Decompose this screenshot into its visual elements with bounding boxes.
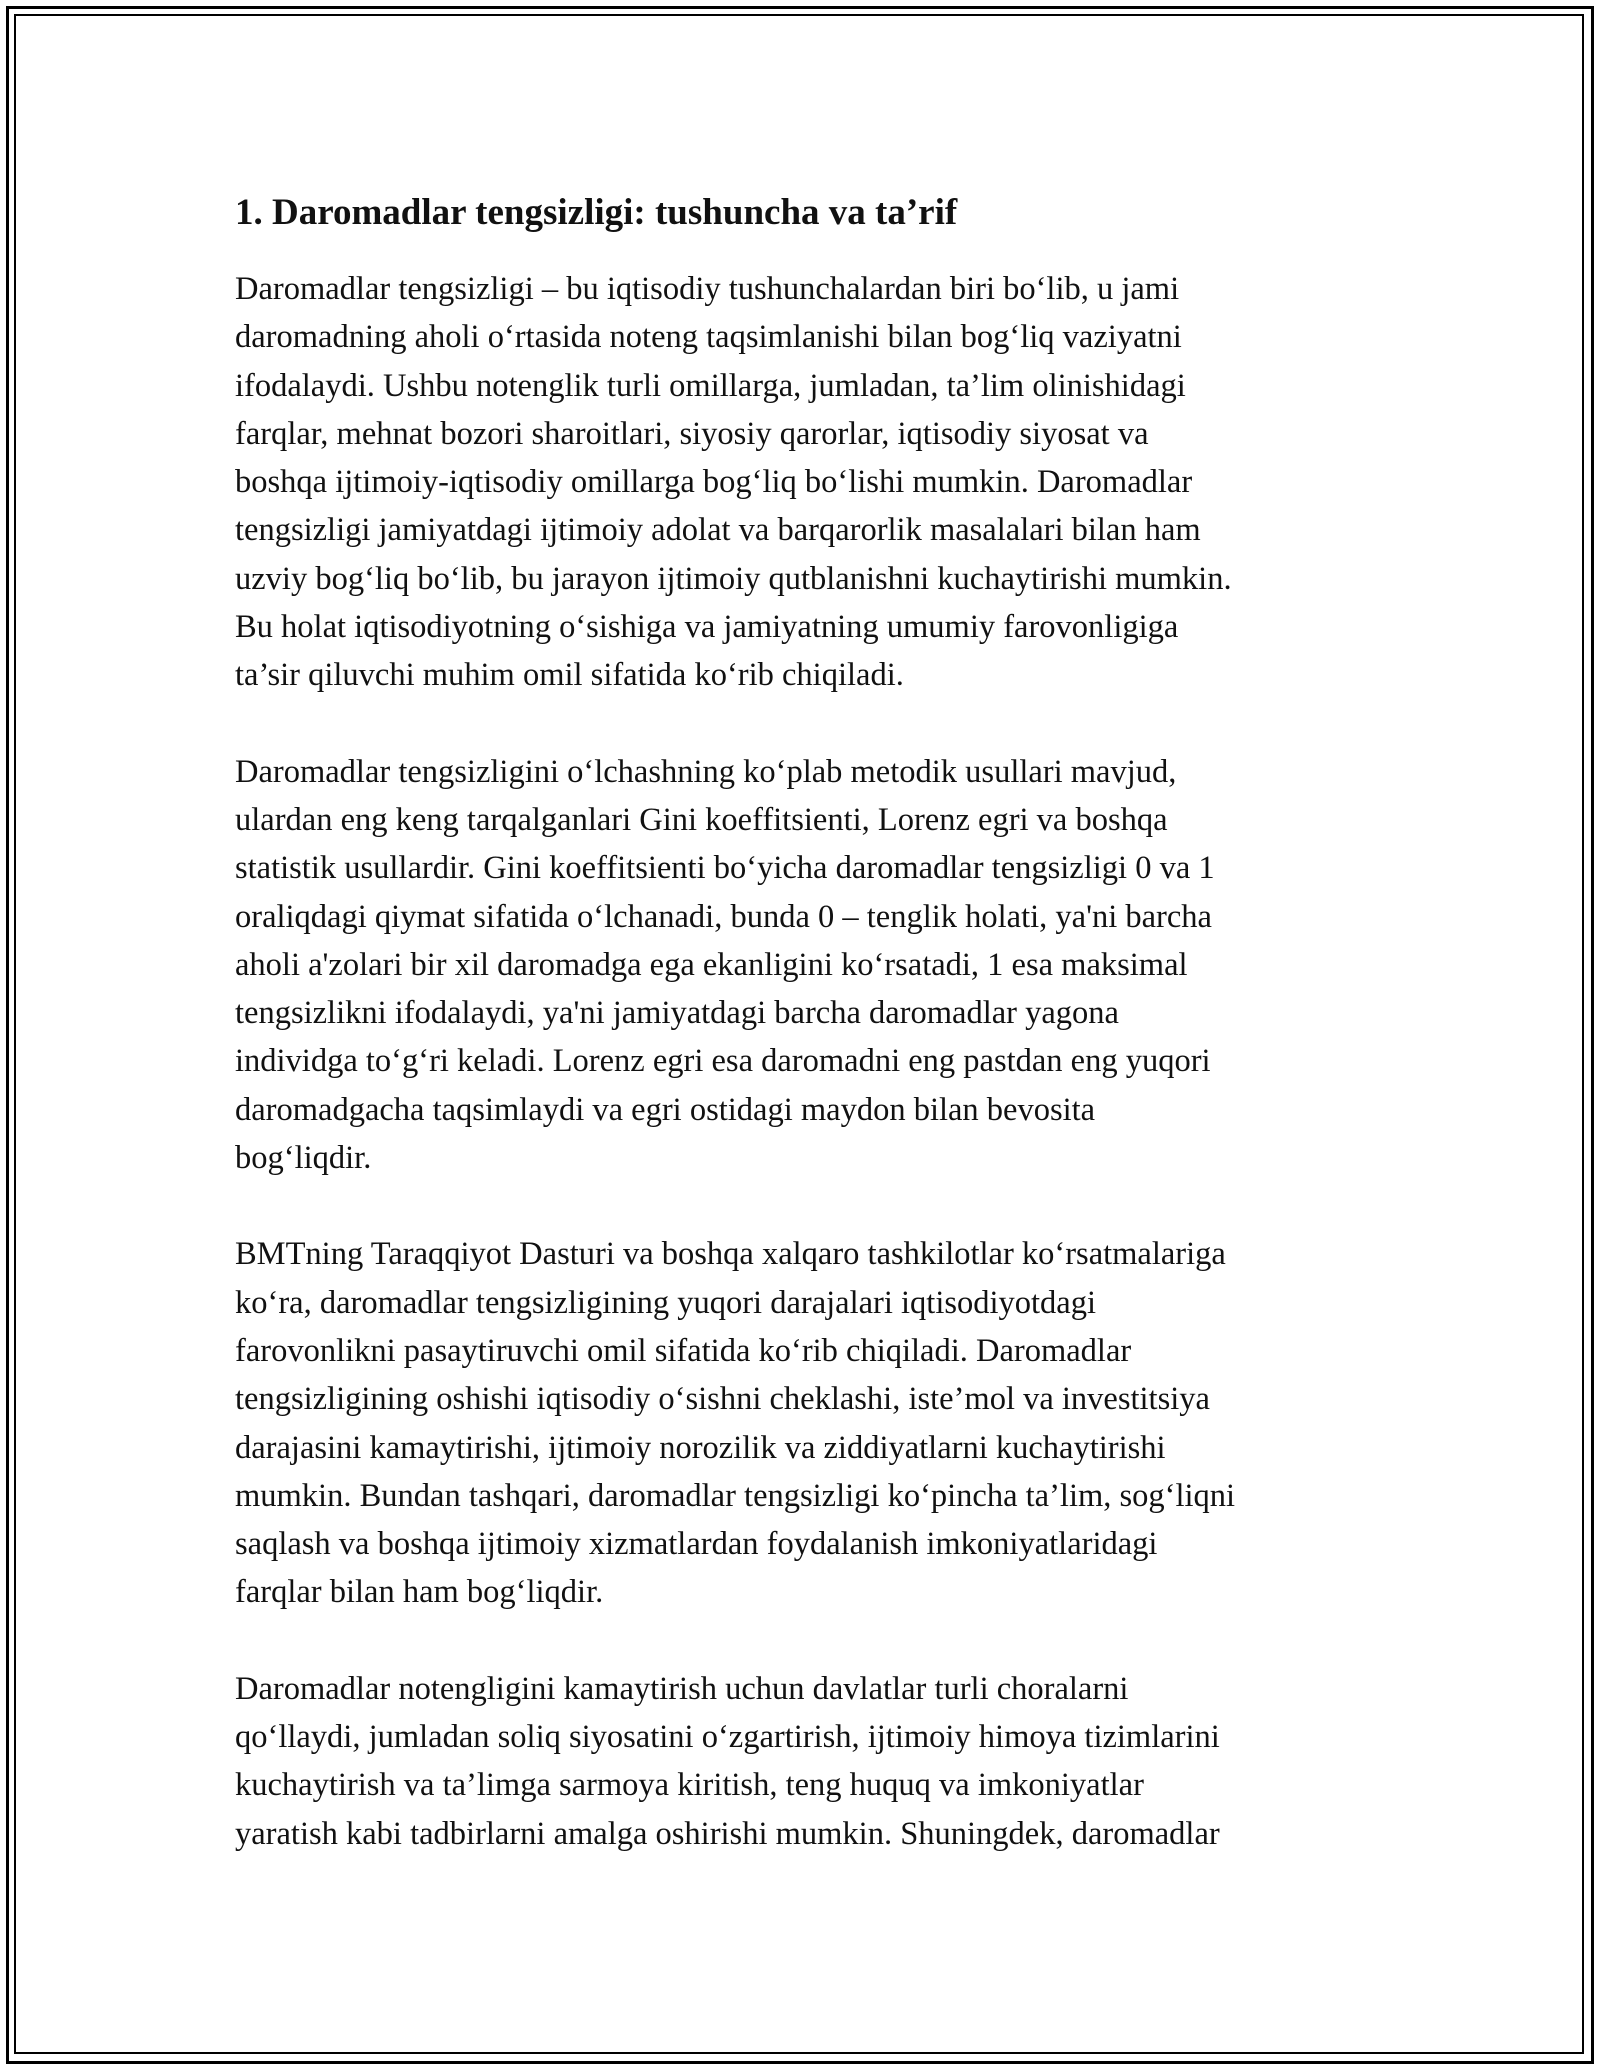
paragraph-3: BMTning Taraqqiyot Dasturi va boshqa xalqaro tashkilotlar ko‘rsatmalariga ko‘ra, daromadlar tengsizligining yuqori darajalari iqtisodiyotdagi farovonlikni pasaytiruvchi omil sifatida ko‘rib chiqiladi. Daromadlar tengsizligining oshishi iqtisodiy o‘sishni cheklashi, iste’mol va investitsiya darajasini kamaytirishi, ijtimoiy norozilik va ziddiyatlarni kuchaytirishi mumkin. Bundan tashqari, daromadlar tengsizligi ko‘pincha ta’lim, sog‘liqni saqlash va boshqa ijtimoiy xizmatlardan foydalanish imkoniyatlaridagi farqlar bilan ham bog‘liqdir. <box>235 1236 1236 1611</box>
document-body <box>235 185 1385 1906</box>
paragraph-1: Daromadlar tengsizligi – bu iqtisodiy tushunchalardan biri bo‘lib, u jami daromadning aholi o‘rtasida noteng taqsimlanishi bilan bog‘liq vaziyatni ifodalaydi. Ushbu notenglik turli omillarga, jumladan, ta’lim olinishidagi farqlar, mehnat bozori sharoitlari, siyosiy qarorlar, iqtisodiy siyosat va boshqa ijtimoiy-iqtisodiy omillarga bog‘liq bo‘lishi mumkin. Daromadlar tengsizligi jamiyatdagi ijtimoiy adolat va barqarorlik masalalari bilan ham uzviy bog‘liq bo‘lib, bu jarayon ijtimoiy qutblanishni kuchaytirishi mumkin. Bu holat iqtisodiyotning o‘sishiga va jamiyatning umumiy farovonligiga ta’sir qiluvchi muhim omil sifatida ko‘rib chiqiladi. <box>235 271 1232 694</box>
paragraph-2: Daromadlar tengsizligini o‘lchashning ko‘plab metodik usullari mavjud, ulardan eng keng tarqalganlari Gini koeffitsienti, Lorenz egri va boshqa statistik usullardir. Gini koeffitsienti bo‘yicha daromadlar tengsizligi 0 va 1 oraliqdagi qiymat sifatida o‘lchanadi, bunda 0 – tenglik holati, ya'ni barcha aholi a'zolari bir xil daromadga ega ekanligini ko‘rsatadi, 1 esa maksimal tengsizlikni ifodalaydi, ya'ni jamiyatdagi barcha daromadlar yagona individga to‘g‘ri keladi. Lorenz egri esa daromadni eng pastdan eng yuqori daromadgacha taqsimlaydi va egri ostidagi maydon bilan bevosita bog‘liqdir. <box>235 753 1215 1177</box>
paragraph-4: Daromadlar notengligini kamaytirish uchun davlatlar turli choralarni qo‘llaydi, jumladan soliq siyosatini o‘zgartirish, ijtimoiy himoya tizimlarini kuchaytirish va ta’limga sarmoya kiritish, teng huquq va imkoniyatlar yaratish kabi tadbirlarni amalga oshirishi mumkin. Shuningdek, daromadlar <box>235 1670 1220 1852</box>
section-heading: 1. Daromadlar tengsizligi: tushuncha va ta’rif <box>235 192 958 233</box>
